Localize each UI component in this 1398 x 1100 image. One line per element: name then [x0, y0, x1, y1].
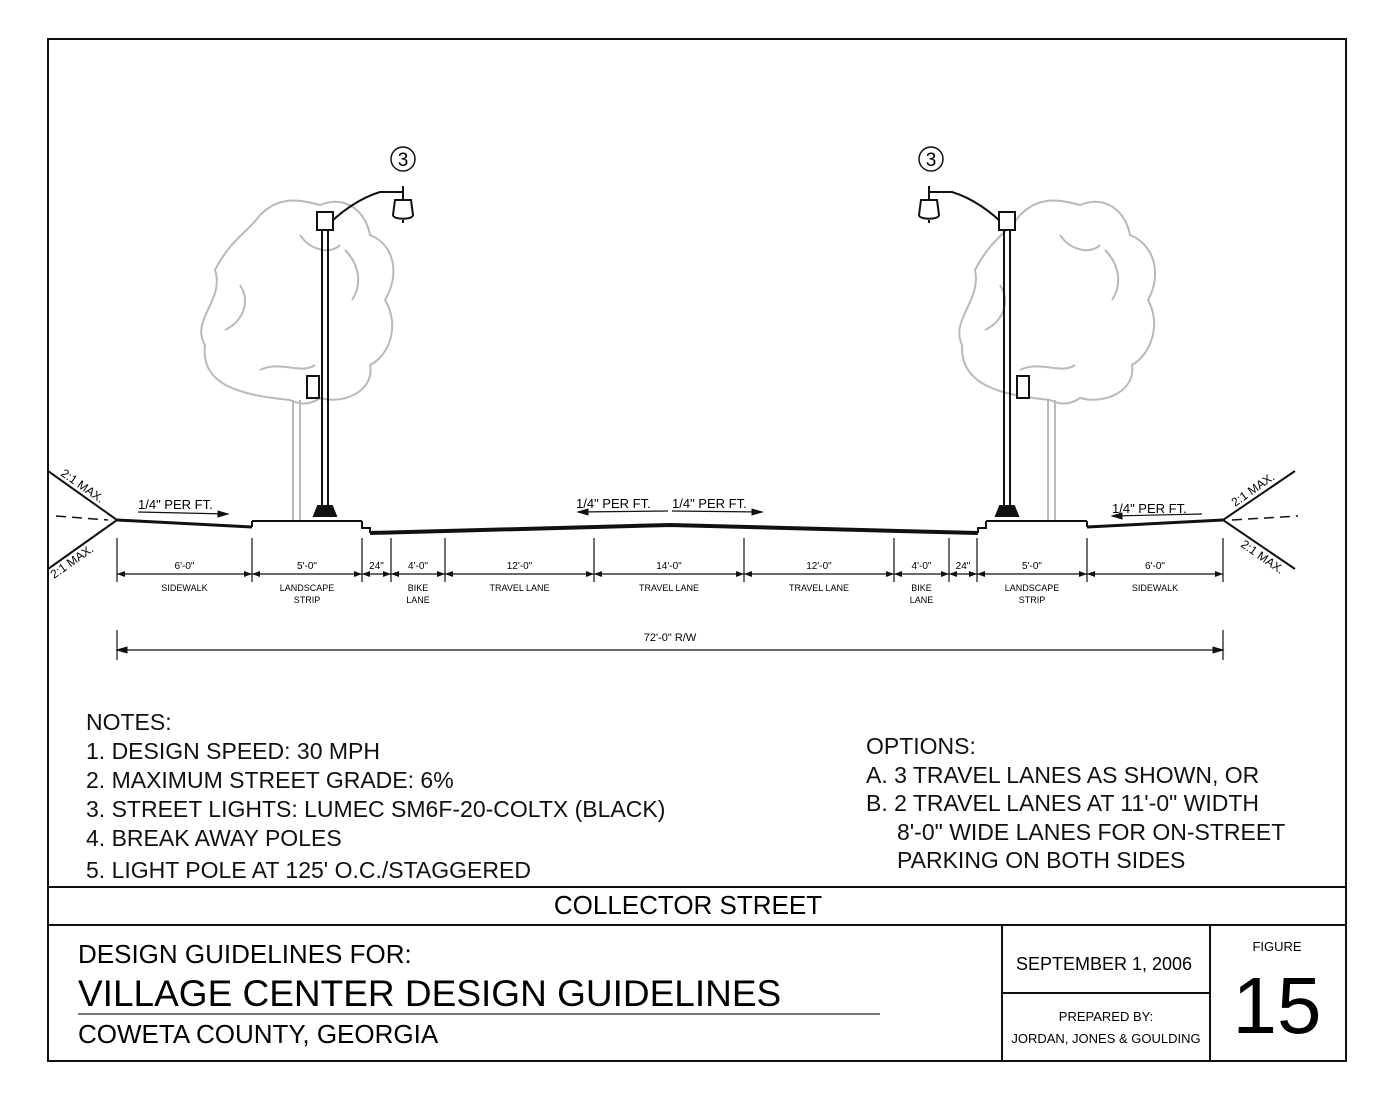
callout-left-text: 3: [397, 150, 409, 171]
options-block: [866, 732, 1285, 875]
dimension-arrow: [437, 571, 445, 577]
segment-dimension: 24": [369, 561, 384, 572]
segment-dimension: 12'-0": [806, 561, 832, 572]
segment-label: SIDEWALK: [161, 583, 208, 593]
grade-label-right: 1/4" PER FT.: [1112, 501, 1187, 516]
segment-dimension: 12'-0": [506, 561, 533, 572]
dimension-arrow: [1215, 571, 1223, 577]
figure-number: 15: [1232, 961, 1322, 1050]
dimension-arrow: [977, 571, 985, 577]
notes-block: [86, 708, 665, 885]
segment-label: BIKE: [407, 583, 429, 593]
segment-label-2: STRIP: [293, 595, 321, 605]
note-item: 3. STREET LIGHTS: LUMEC SM6F-20-COLTX (BLACK): [86, 796, 666, 822]
date-text: SEPTEMBER 1, 2006: [1015, 954, 1193, 974]
segment-dimension: 14'-0": [656, 561, 682, 572]
slope-label-right-bottom: 2:1 MAX.: [1238, 536, 1287, 577]
dimension-arrow: [744, 571, 752, 577]
dimension-arrow: [886, 571, 894, 577]
dimension-arrow: [894, 571, 902, 577]
segment-label: SIDEWALK: [1131, 583, 1179, 593]
segment-label: LANDSCAPE: [1004, 583, 1060, 593]
dimension-arrow: [736, 571, 744, 577]
dimension-arrow: [354, 571, 362, 577]
segment-dimension: 5'-0": [297, 561, 317, 572]
dimension-arrow: [586, 571, 594, 577]
callout-right-text: 3: [925, 150, 937, 171]
dimension-arrow: [117, 571, 125, 577]
caption-title: COLLECTOR STREET: [553, 890, 823, 920]
option-item: B. 2 TRAVEL LANES AT 11'-0" WIDTH: [866, 790, 1260, 817]
segment-label-2: LANE: [406, 595, 430, 605]
slope-label-left-top: 2:1 MAX.: [58, 465, 107, 506]
grade-arrows: [138, 509, 1202, 519]
title-line-2: VILLAGE CENTER DESIGN GUIDELINES: [78, 973, 782, 1014]
slope-label-left-bottom: 2:1 MAX.: [47, 541, 97, 582]
dimension-arrow: [244, 571, 252, 577]
tree-left: [201, 201, 393, 520]
segment-dimension: 6'-0": [174, 561, 195, 572]
grade-labels: [138, 496, 1187, 516]
option-item: 8'-0" WIDE LANES FOR ON-STREET: [897, 818, 1286, 845]
note-item: 5. LIGHT POLE AT 125' O.C./STAGGERED: [86, 857, 531, 883]
dimension-arrow: [252, 571, 260, 577]
figure-label: FIGURE: [1252, 939, 1302, 954]
callout-left: [391, 147, 415, 171]
segment-dimension: 4'-0": [408, 561, 428, 572]
grade-label-center-right: 1/4" PER FT.: [672, 496, 747, 511]
options-heading: OPTIONS:: [866, 733, 976, 759]
dimension-arrow: [941, 571, 949, 577]
title-line-3: COWETA COUNTY, GEORGIA: [78, 1019, 439, 1049]
segment-label: TRAVEL LANE: [638, 583, 700, 593]
slope-label-right-top: 2:1 MAX.: [1228, 469, 1278, 510]
dimension-arrow: [445, 571, 453, 577]
note-item: 4. BREAK AWAY POLES: [86, 825, 342, 851]
segment-dimension: 24": [955, 561, 971, 572]
segment-dimension: 4'-0": [911, 561, 932, 572]
dimension-arrow: [383, 571, 391, 577]
segment-label: LANDSCAPE: [279, 583, 335, 593]
notes-heading: NOTES:: [86, 709, 172, 735]
segment-dimension: 5'-0": [1022, 561, 1042, 572]
dimension-arrow: [594, 571, 602, 577]
dimension-arrow: [391, 571, 399, 577]
dimension-arrow: [1087, 571, 1095, 577]
street-light-right: [919, 186, 1029, 516]
dimension-arrow: [1079, 571, 1087, 577]
note-item: 1. DESIGN SPEED: 30 MPH: [86, 738, 380, 764]
segment-dimension: 6'-0": [1145, 561, 1165, 572]
street-profile: [48, 471, 1298, 569]
callout-right: [919, 147, 943, 171]
prepared-label: PREPARED BY:: [1058, 1009, 1154, 1024]
segment-label-2: LANE: [909, 595, 934, 605]
segment-label: TRAVEL LANE: [788, 583, 850, 593]
prepared-by: JORDAN, JONES & GOULDING: [1011, 1031, 1201, 1046]
street-light-left: [307, 186, 413, 516]
segment-label-2: STRIP: [1018, 595, 1046, 605]
total-rw-label: 72'-0" R/W: [643, 632, 697, 644]
dimension-row: [117, 538, 1223, 605]
grade-label-center-left: 1/4" PER FT.: [576, 496, 651, 511]
option-item: A. 3 TRAVEL LANES AS SHOWN, OR: [866, 761, 1260, 788]
segment-label: BIKE: [911, 583, 932, 593]
grade-label-left: 1/4" PER FT.: [138, 497, 213, 512]
note-item: 2. MAXIMUM STREET GRADE: 6%: [86, 767, 454, 793]
segment-label: TRAVEL LANE: [489, 583, 550, 593]
tree-right: [959, 201, 1155, 520]
option-item: PARKING ON BOTH SIDES: [897, 847, 1186, 874]
title-line-1: DESIGN GUIDELINES FOR:: [78, 939, 412, 969]
